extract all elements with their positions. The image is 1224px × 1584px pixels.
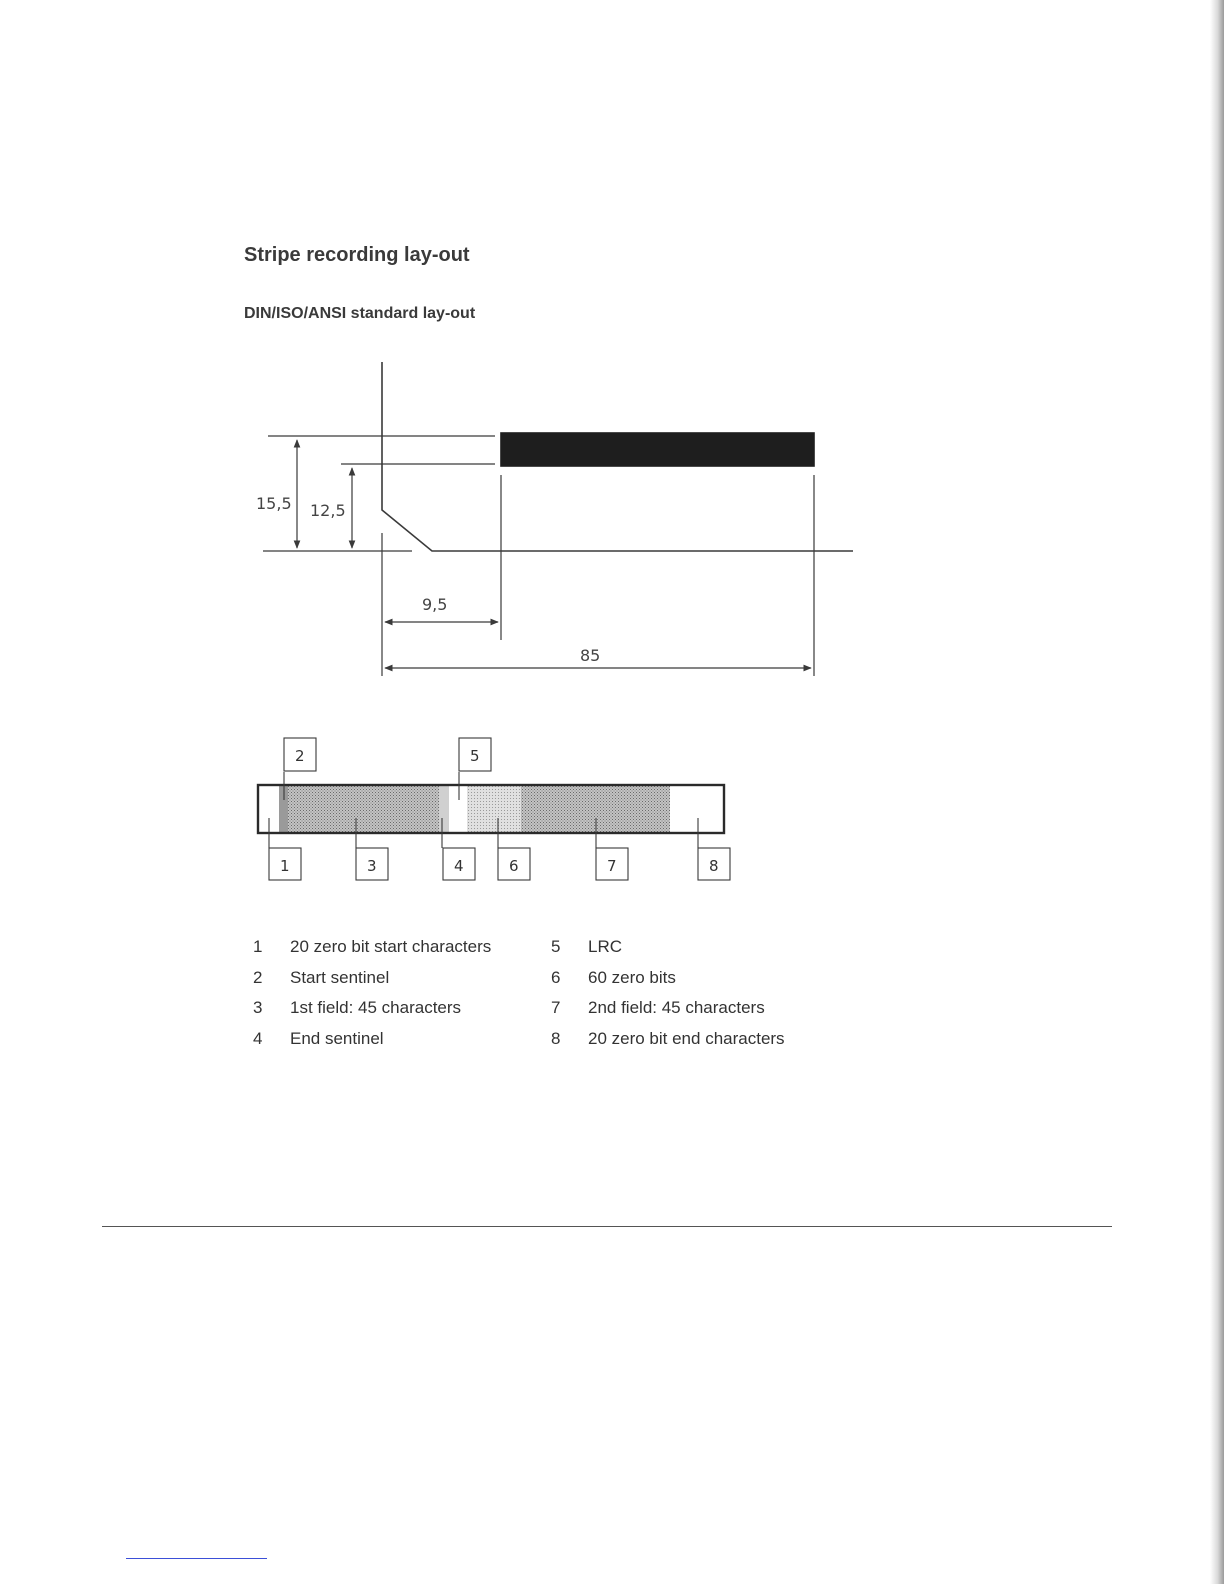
callout-2: 2 [295,747,305,765]
page-title: Stripe recording lay-out [244,244,470,266]
callout-6: 6 [509,857,519,875]
magnetic-stripe [501,433,814,466]
segment-end-sentinel [439,786,449,832]
footer-divider [102,1226,1112,1227]
legend-number: 4 [253,1029,263,1048]
callout-3: 3 [367,857,377,875]
callout-7: 7 [607,857,617,875]
dimension-label-15-5: 15,5 [256,494,292,513]
card-edge-diagram [263,362,853,676]
legend-number: 5 [551,937,561,956]
legend-label: 20 zero bit start characters [290,937,492,956]
dimension-label-9-5: 9,5 [422,595,448,614]
legend-number: 1 [253,937,263,956]
callout-5: 5 [470,747,480,765]
legend-label: 2nd field: 45 characters [588,998,765,1017]
legend-number: 7 [551,998,561,1017]
footnote-divider [126,1558,267,1559]
segment-zero-bits [467,786,521,832]
legend-label: LRC [588,937,623,956]
legend-label: 60 zero bits [588,968,676,987]
segment-lrc [449,786,467,832]
page-subtitle: DIN/ISO/ANSI standard lay-out [244,305,476,322]
track-layout-diagram [258,738,730,880]
dimension-label-85: 85 [580,646,601,665]
legend-label: 1st field: 45 characters [290,998,462,1017]
legend-label: End sentinel [290,1029,384,1048]
legend-number: 3 [253,998,263,1017]
segment-first-field [288,786,439,832]
dimension-label-12-5: 12,5 [310,501,346,520]
callout-4: 4 [454,857,464,875]
legend-label: Start sentinel [290,968,390,987]
callout-1: 1 [280,857,290,875]
legend-number: 2 [253,968,263,987]
legend-number: 8 [551,1029,561,1048]
legend-label: 20 zero bit end characters [588,1029,785,1048]
legend-number: 6 [551,968,561,987]
callout-8: 8 [709,857,719,875]
